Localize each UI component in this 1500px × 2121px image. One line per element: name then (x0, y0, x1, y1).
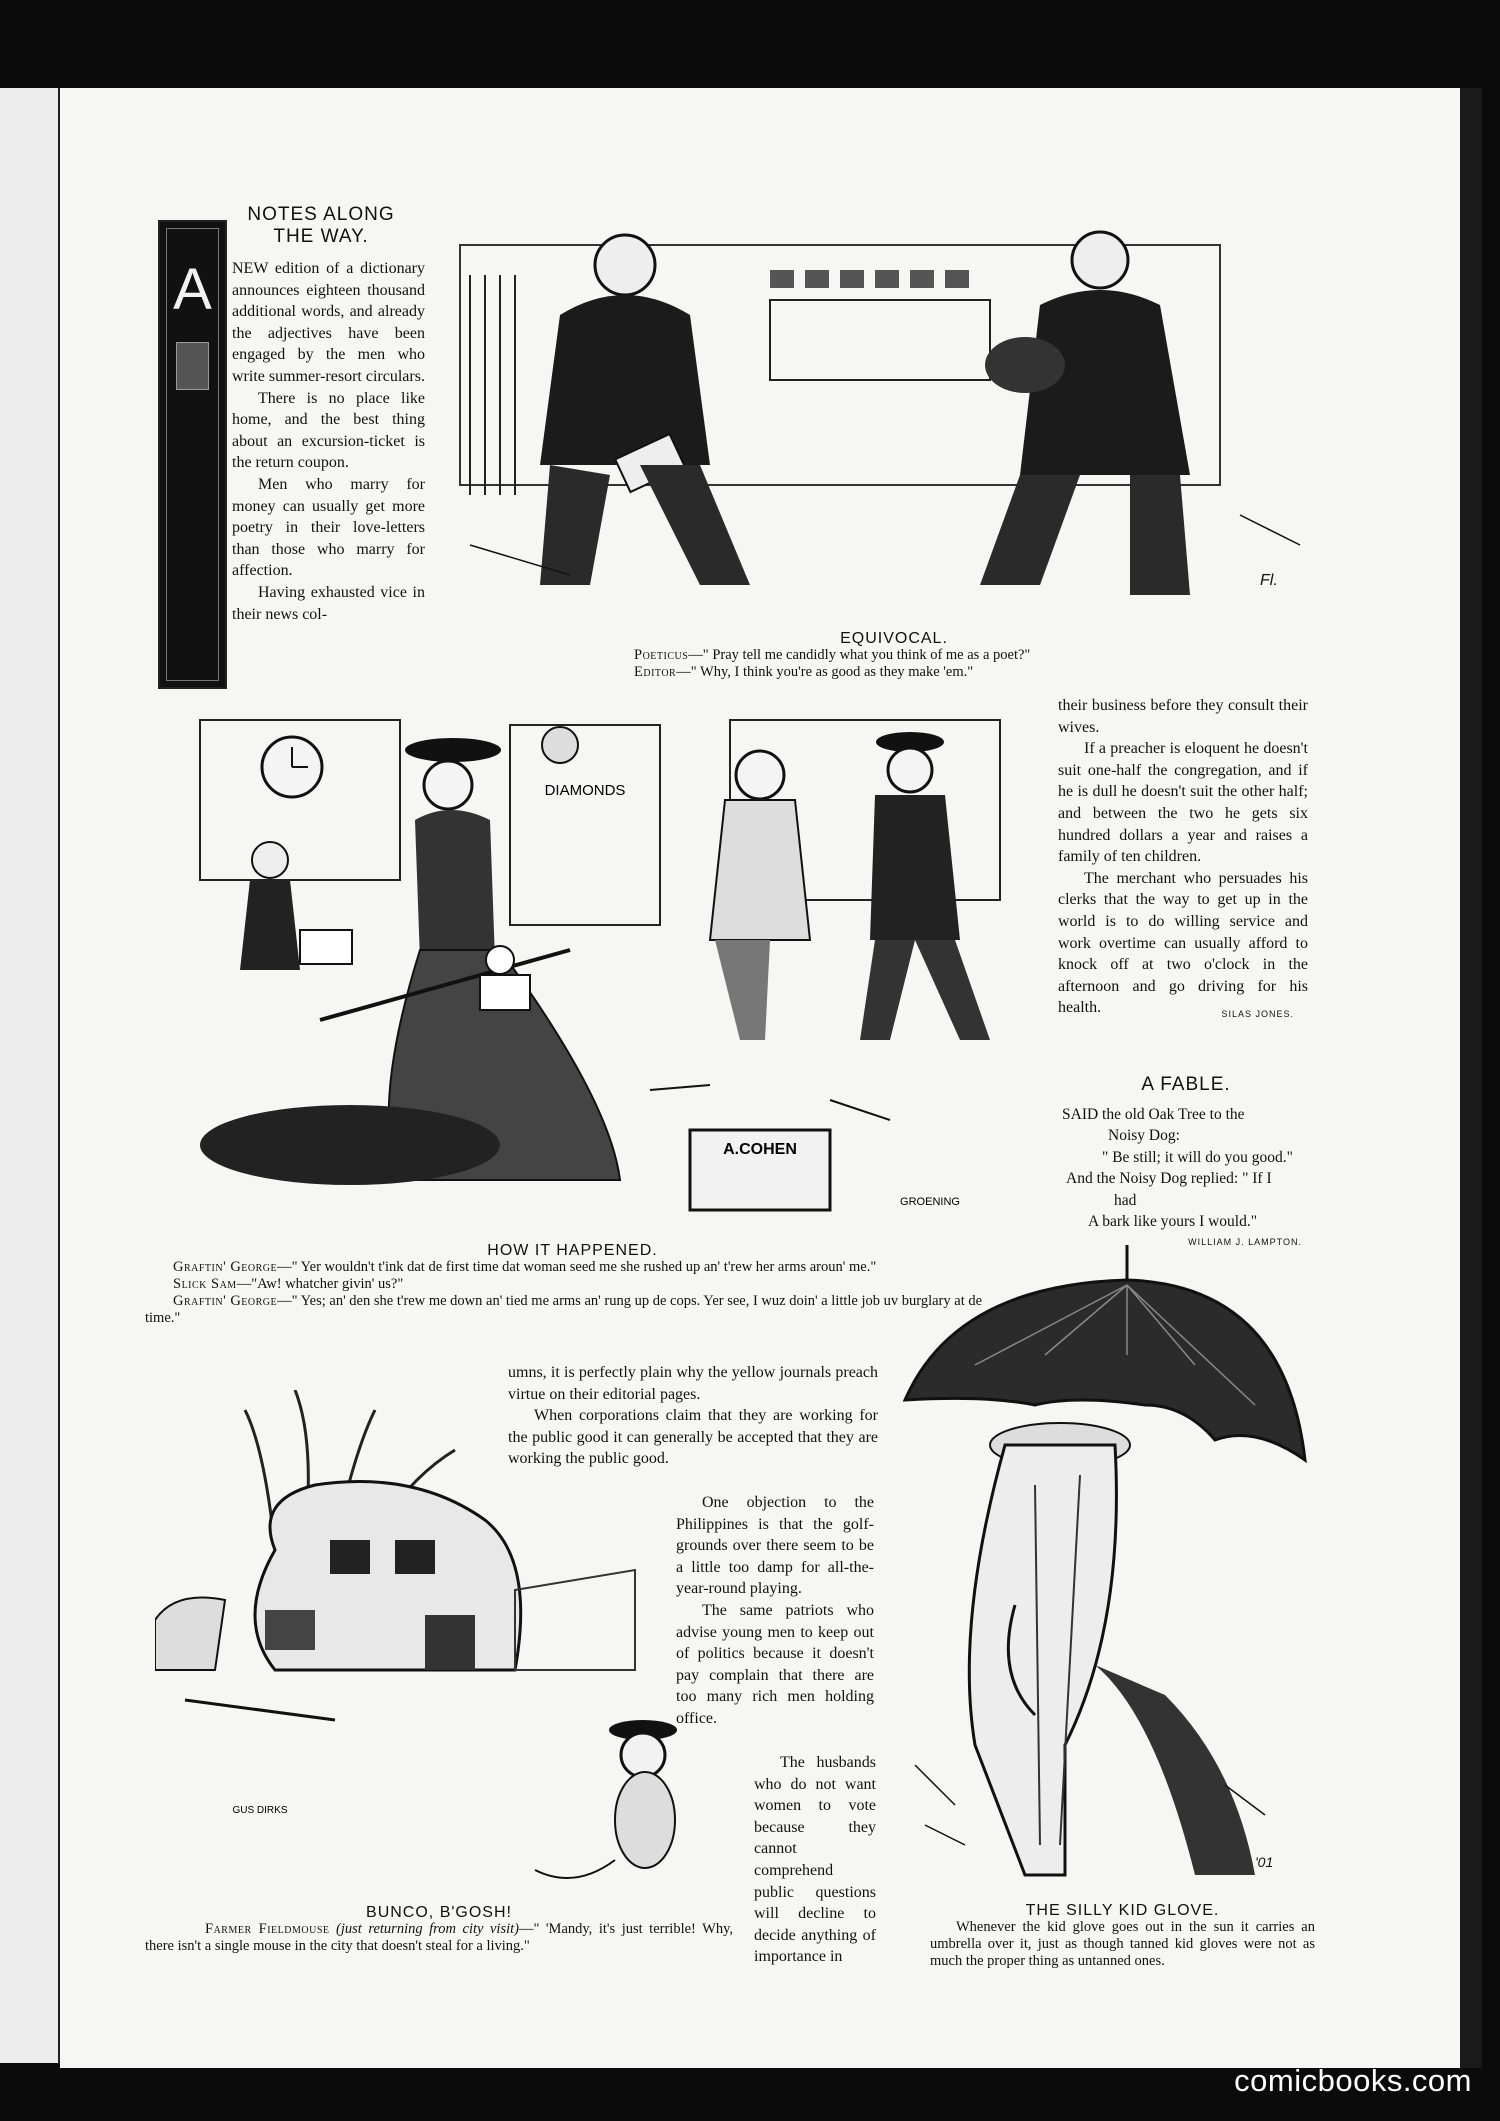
silas-jones-signature: SILAS JONES. (1221, 1008, 1294, 1019)
notes-title-line1: NOTES ALONG (247, 204, 395, 225)
equivocal-speaker-1: Poeticus (634, 647, 689, 663)
notes-paragraph-10: The merchant who persuades his clerks that the way to get up in the world is to do willing service and work overtime can usually afford to knock off at two o'clock in the afternoon and go driving for his health. (1058, 869, 1308, 1017)
page-binding-shadow (1460, 88, 1482, 2068)
site-watermark: comicbooks.com (1234, 2063, 1472, 2098)
equivocal-line-2: —" Why, I think you're as good as they make 'em." (676, 664, 974, 680)
notes-paragraph-9: If a preacher is eloquent he doesn't suit one-half the congregation, and if he is dull he doesn't suit the other half; and between the two he gets six hundred dollars a year and raises a family of ten children. (1058, 740, 1308, 866)
notes-title-line2: THE WAY. (273, 226, 369, 247)
gus-dirks-signature: GUS DIRKS (232, 1805, 288, 1816)
diamonds-sign: DIAMONDS (544, 782, 626, 799)
groening-signature: GROENING (900, 1196, 960, 1208)
notes-paragraph-5: When corporations claim that they are working for the public good it can generally be accepted that they are working the public good. (508, 1407, 878, 1468)
cohen-box-label: A.COHEN (723, 1141, 797, 1158)
kid-glove-caption (930, 1902, 1315, 1970)
happened-line-1: —" Yer wouldn't t'ink dat de first time dat woman seed me she rushed up an' t'rew her arms aroun' me." (277, 1259, 877, 1275)
bunco-illustration (155, 1390, 745, 1890)
how-it-happened-caption (145, 1242, 1000, 1327)
how-it-happened-illustration (170, 710, 1030, 1225)
svg-text:Fl.: Fl. (1260, 572, 1278, 589)
equivocal-caption (634, 630, 1154, 681)
svg-text:'01: '01 (1255, 1854, 1274, 1870)
equivocal-title: EQUIVOCAL. (840, 630, 948, 647)
bunco-line: —" 'Mandy, it's just terrible! Why, there isn't a single mouse in the city that doesn't steal for a living." (145, 1921, 734, 1954)
notes-column-right (1058, 695, 1308, 1026)
notes-paragraph-3: Men who marry for money can usually get more poetry in their love-letters than those who marry for affection. (232, 475, 425, 580)
decorative-initial-panel (158, 220, 227, 689)
fable-line-4: And the Noisy Dog replied: " If I (1066, 1170, 1272, 1188)
notes-paragraph-1: NEW edition of a dictionary announces eighteen thousand additional words, and already the adjectives have been engaged by the men who write summer-resort circulars. (232, 260, 425, 385)
equivocal-illustration (440, 215, 1310, 610)
notes-column-bottom (754, 1752, 876, 1968)
fable-title: A FABLE. (1141, 1074, 1231, 1095)
equivocal-line-1: —" Pray tell me candidly what you think of me as a poet?" (688, 647, 1031, 663)
kid-glove-illustration (895, 1245, 1310, 1880)
fable-section (1062, 1074, 1310, 1254)
fable-line-1: SAID the old Oak Tree to the (1062, 1106, 1245, 1123)
happened-speaker-1: Graftin' George (173, 1259, 278, 1275)
fable-line-3: " Be still; it will do you good." (1102, 1148, 1293, 1166)
notes-paragraph-2: There is no place like home, and the best thing about an excursion-ticket is the return coupon. (232, 389, 425, 472)
happened-speaker-2: Slick Sam (173, 1276, 237, 1292)
notes-column-1 (232, 258, 425, 625)
initial-ornament (176, 342, 209, 390)
how-it-happened-title: HOW IT HAPPENED. (487, 1242, 658, 1259)
previous-page-edge (0, 88, 61, 2063)
bunco-title: BUNCO, B'GOSH! (366, 1904, 512, 1921)
equivocal-speaker-2: Editor (634, 664, 677, 680)
bunco-caption (145, 1904, 733, 1955)
bunco-speaker: Farmer Fieldmouse (205, 1921, 330, 1937)
initial-letter: A (173, 257, 212, 322)
happened-line-3: —" Yes; an' den she t'rew me down an' tied me arms an' rung up de cops. Yer see, I wuz doin' a little job uv burglary at de time." (145, 1293, 983, 1326)
notes-title (236, 204, 406, 248)
notes-paragraph-6: One objection to the Philippines is that the golf-grounds over there seem to be a little too damp for all-the-year-round playing. (676, 1494, 874, 1598)
kid-glove-title: THE SILLY KID GLOVE. (1025, 1902, 1220, 1919)
bunco-stage-direction: (just returning from city visit) (336, 1921, 519, 1937)
notes-paragraph-4-cont: umns, it is perfectly plain why the yellow journals preach virtue on their editorial pages. (508, 1364, 878, 1403)
fable-line-5: had (1114, 1191, 1137, 1209)
notes-paragraph-7: The same patriots who advise young men to keep out of politics because it doesn't pay complain that there are too many rich men holding office. (676, 1601, 874, 1727)
happened-line-2: —"Aw! whatcher givin' us?" (236, 1276, 404, 1292)
fable-line-6: A bark like yours I would." (1088, 1213, 1258, 1231)
notes-paragraph-8-cont: their business before they consult their wives. (1058, 697, 1308, 736)
notes-paragraph-8: The husbands who do not want women to vote because they cannot comprehend public questions will decline to decide anything of importance in (754, 1754, 876, 1966)
notes-paragraph-4: Having exhausted vice in their news col- (232, 583, 425, 623)
happened-speaker-3: Graftin' George (173, 1293, 278, 1309)
fable-line-2: Noisy Dog: (1108, 1127, 1180, 1145)
kid-glove-line: Whenever the kid glove goes out in the sun it carries an umbrella over it, just as though tanned kid gloves were not as much the proper thing as untanned ones. (930, 1919, 1315, 1969)
lampton-signature: WILLIAM J. LAMPTON. (1188, 1237, 1302, 1248)
